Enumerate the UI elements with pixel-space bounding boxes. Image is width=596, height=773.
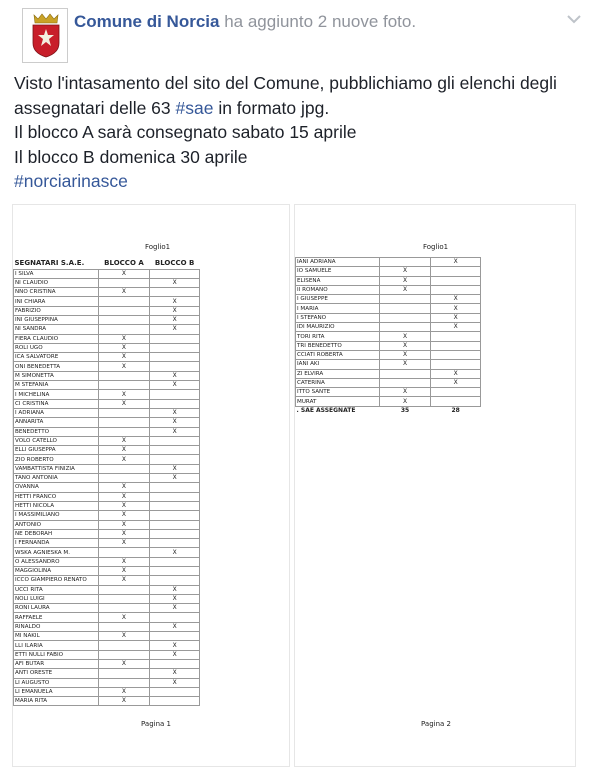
column-header-blocco-a: BLOCCO A <box>104 258 144 267</box>
blocco-b-cell: X <box>431 304 481 313</box>
column-header-blocco-b: BLOCCO B <box>154 258 195 267</box>
table-row <box>14 288 200 297</box>
assignee-name-cell: HETTI NICOLA <box>14 501 99 510</box>
table-row <box>14 418 200 427</box>
table-row <box>14 334 200 343</box>
post-text-segment: assegnatari delle 63 <box>14 97 176 118</box>
post-header <box>14 5 584 61</box>
blocco-b-cell <box>431 276 481 285</box>
totals-label: . SAE ASSEGNATE <box>296 407 356 415</box>
table-row <box>296 350 481 359</box>
blocco-b-cell <box>150 334 200 343</box>
table-row <box>296 276 481 285</box>
assignee-name-cell: INI GIUSEPPINA <box>14 315 99 324</box>
assignee-name-cell: ELISENA <box>296 276 380 285</box>
blocco-a-cell: X <box>98 613 150 622</box>
assignee-name-cell: TRI BENEDETTO <box>296 341 380 350</box>
blocco-a-cell: X <box>98 687 150 696</box>
assignee-name-cell: ANNARITA <box>14 418 99 427</box>
blocco-a-cell <box>98 464 150 473</box>
table-row <box>14 362 200 371</box>
table-row <box>14 325 200 334</box>
assignee-name-cell: OVANNA <box>14 483 99 492</box>
blocco-b-cell: X <box>431 295 481 304</box>
blocco-b-cell: X <box>150 325 200 334</box>
blocco-a-cell <box>98 408 150 417</box>
blocco-b-cell <box>150 659 200 668</box>
blocco-a-cell <box>98 278 150 287</box>
blocco-b-cell <box>150 436 200 445</box>
blocco-b-cell: X <box>431 323 481 332</box>
blocco-b-cell <box>150 613 200 622</box>
blocco-a-cell: X <box>98 557 150 566</box>
blocco-a-cell <box>98 315 150 324</box>
blocco-b-cell: X <box>431 258 481 267</box>
blocco-b-cell: X <box>431 313 481 322</box>
blocco-b-cell <box>150 501 200 510</box>
blocco-a-cell: X <box>379 276 431 285</box>
assignee-name-cell: ANTI ORESTE <box>14 669 99 678</box>
blocco-b-cell <box>150 446 200 455</box>
table-row <box>296 360 481 369</box>
blocco-a-cell <box>98 622 150 631</box>
table-row <box>14 278 200 287</box>
table-row <box>296 295 481 304</box>
blocco-a-cell <box>379 378 431 387</box>
blocco-a-cell: X <box>379 285 431 294</box>
sheet-title: Foglio1 <box>423 243 449 251</box>
assignee-name-cell: RINALDO <box>14 622 99 631</box>
assignee-name-cell: LI AUGUSTO <box>14 678 99 687</box>
table-row <box>14 297 200 306</box>
blocco-b-cell <box>150 557 200 566</box>
post-author-line <box>74 12 416 32</box>
blocco-b-cell <box>150 269 200 278</box>
blocco-b-cell <box>431 267 481 276</box>
blocco-a-cell: X <box>379 350 431 359</box>
blocco-a-cell <box>379 323 431 332</box>
table-row <box>14 585 200 594</box>
table-row <box>296 313 481 322</box>
table-row <box>14 353 200 362</box>
post-text-line-1: Visto l'intasamento del sito del Comune, pubblichiamo gli elenchi degli <box>14 73 557 93</box>
blocco-b-cell: X <box>150 408 200 417</box>
assignee-name-cell: IO SAMUELE <box>296 267 380 276</box>
assignee-name-cell: HETTI FRANCO <box>14 492 99 501</box>
blocco-a-cell: X <box>98 576 150 585</box>
blocco-b-cell <box>150 632 200 641</box>
table-row <box>14 687 200 696</box>
blocco-a-cell: X <box>98 659 150 668</box>
blocco-b-cell <box>431 341 481 350</box>
post-text-line-2 <box>14 96 574 121</box>
table-row <box>14 306 200 315</box>
assignee-name-cell: WSKA AGNIESKA M. <box>14 548 99 557</box>
table-row <box>14 548 200 557</box>
blocco-a-cell <box>379 313 431 322</box>
blocco-b-cell <box>150 399 200 408</box>
assignee-name-cell: ZI ELVIRA <box>296 369 380 378</box>
post-body-text <box>14 71 574 194</box>
assignee-name-cell: FABRIZIO <box>14 306 99 315</box>
table-row <box>14 594 200 603</box>
table-row <box>14 632 200 641</box>
assignee-name-cell: IDI MAURIZIO <box>296 323 380 332</box>
blocco-a-cell <box>98 678 150 687</box>
blocco-a-cell: X <box>98 501 150 510</box>
totals-row <box>296 406 481 415</box>
blocco-b-cell: X <box>150 669 200 678</box>
assignee-name-cell: I ADRIANA <box>14 408 99 417</box>
table-row <box>296 369 481 378</box>
table-row <box>14 669 200 678</box>
table-row <box>14 650 200 659</box>
assignee-name-cell: LI EMANUELA <box>14 687 99 696</box>
blocco-a-cell: X <box>98 269 150 278</box>
assignee-name-cell: VOLO CATELLO <box>14 436 99 445</box>
assignee-name-cell: ZIO ROBERTO <box>14 455 99 464</box>
blocco-a-cell: X <box>98 343 150 352</box>
assignee-name-cell: BENEDETTO <box>14 427 99 436</box>
table-header-row <box>14 257 200 269</box>
table-row <box>14 315 200 324</box>
page-avatar[interactable] <box>22 8 68 63</box>
assignee-table-page-2 <box>295 257 481 416</box>
blocco-b-cell: X <box>150 585 200 594</box>
assignee-name-cell: ROLI UGO <box>14 343 99 352</box>
table-row <box>296 285 481 294</box>
assignee-name-cell: I FERNANDA <box>14 539 99 548</box>
table-row <box>296 304 481 313</box>
blocco-a-cell <box>98 381 150 390</box>
post-text-segment: in formato jpg. <box>213 97 330 118</box>
blocco-b-cell: X <box>431 369 481 378</box>
assignee-name-cell: I MASSIMILIANO <box>14 511 99 520</box>
assignee-name-cell: ANTONIO <box>14 520 99 529</box>
total-blocco-b: 28 <box>451 407 460 415</box>
table-row <box>14 622 200 631</box>
assignee-name-cell: NNO CRISTINA <box>14 288 99 297</box>
blocco-b-cell: X <box>150 278 200 287</box>
table-row <box>14 539 200 548</box>
blocco-a-cell: X <box>98 632 150 641</box>
blocco-b-cell <box>150 520 200 529</box>
blocco-b-cell: X <box>150 297 200 306</box>
blocco-a-cell <box>379 258 431 267</box>
assignee-name-cell: FIERA CLAUDIO <box>14 334 99 343</box>
blocco-a-cell: X <box>98 567 150 576</box>
blocco-a-cell <box>379 295 431 304</box>
blocco-b-cell <box>150 576 200 585</box>
assignee-name-cell: RONI LAURA <box>14 604 99 613</box>
table-row <box>14 604 200 613</box>
blocco-a-cell <box>98 548 150 557</box>
blocco-a-cell: X <box>98 492 150 501</box>
blocco-a-cell: X <box>98 353 150 362</box>
author-name-link[interactable]: Comune di Norcia <box>74 12 220 31</box>
table-row <box>296 258 481 267</box>
table-row <box>14 501 200 510</box>
blocco-a-cell <box>98 585 150 594</box>
blocco-a-cell: X <box>98 529 150 538</box>
assignee-name-cell: NE DEBORAH <box>14 529 99 538</box>
table-row <box>14 408 200 417</box>
table-row <box>14 511 200 520</box>
blocco-a-cell: X <box>98 539 150 548</box>
blocco-b-cell: X <box>150 474 200 483</box>
hashtag-norciarinasce-link[interactable]: #norciarinasce <box>14 171 128 191</box>
coat-of-arms-icon <box>30 13 62 59</box>
table-row <box>14 641 200 650</box>
blocco-a-cell: X <box>379 341 431 350</box>
blocco-b-cell: X <box>150 464 200 473</box>
blocco-b-cell <box>150 492 200 501</box>
table-row <box>14 576 200 585</box>
assignee-name-cell: INI CHIARA <box>14 297 99 306</box>
assignee-name-cell: UCCI RITA <box>14 585 99 594</box>
blocco-a-cell: X <box>379 397 431 406</box>
blocco-a-cell: X <box>98 520 150 529</box>
assignee-name-cell: VAMBATTISTA FINIZIA <box>14 464 99 473</box>
post-action-text: ha aggiunto 2 nuove foto. <box>224 12 417 31</box>
blocco-a-cell: X <box>98 362 150 371</box>
column-header-name: SEGNATARI S.A.E. <box>14 258 85 267</box>
table-row <box>14 455 200 464</box>
blocco-a-cell: X <box>379 388 431 397</box>
assignee-name-cell: I GIUSEPPE <box>296 295 380 304</box>
blocco-a-cell: X <box>98 697 150 706</box>
blocco-b-cell <box>431 350 481 359</box>
blocco-b-cell <box>431 397 481 406</box>
table-row <box>14 529 200 538</box>
blocco-a-cell: X <box>98 446 150 455</box>
assignee-table-page-1 <box>13 257 200 706</box>
blocco-a-cell <box>98 604 150 613</box>
blocco-b-cell <box>150 687 200 696</box>
table-row <box>14 492 200 501</box>
assignee-name-cell: TORI RITA <box>296 332 380 341</box>
blocco-b-cell <box>150 455 200 464</box>
blocco-b-cell <box>150 697 200 706</box>
photo-page-1[interactable] <box>12 204 290 767</box>
table-row <box>296 397 481 406</box>
table-row <box>14 520 200 529</box>
blocco-b-cell <box>150 390 200 399</box>
assignee-name-cell: ICCO GIAMPIERO RENATO <box>14 576 99 585</box>
hashtag-sae-link[interactable]: #sae <box>175 97 214 118</box>
blocco-a-cell: X <box>379 267 431 276</box>
blocco-b-cell <box>431 360 481 369</box>
assignee-name-cell: I STEFANO <box>296 313 380 322</box>
blocco-a-cell: X <box>379 332 431 341</box>
assignee-name-cell: M SIMONETTA <box>14 371 99 380</box>
table-row <box>14 399 200 408</box>
blocco-b-cell: X <box>150 604 200 613</box>
blocco-b-cell: X <box>150 622 200 631</box>
assignee-name-cell: MI NAKIL <box>14 632 99 641</box>
assignee-name-cell: CATERINA <box>296 378 380 387</box>
blocco-a-cell: X <box>379 360 431 369</box>
blocco-b-cell: X <box>150 548 200 557</box>
blocco-b-cell: X <box>150 418 200 427</box>
blocco-a-cell: X <box>98 436 150 445</box>
blocco-b-cell <box>150 362 200 371</box>
assignee-name-cell: ONI BENEDETTA <box>14 362 99 371</box>
assignee-name-cell: II ROMANO <box>296 285 380 294</box>
blocco-b-cell: X <box>150 594 200 603</box>
blocco-a-cell <box>379 304 431 313</box>
assignee-name-cell: ELLI GIUSEPPA <box>14 446 99 455</box>
blocco-a-cell <box>98 325 150 334</box>
photo-grid <box>12 204 576 770</box>
blocco-b-cell: X <box>150 381 200 390</box>
blocco-b-cell: X <box>150 315 200 324</box>
blocco-b-cell <box>150 539 200 548</box>
blocco-a-cell: X <box>98 334 150 343</box>
blocco-b-cell <box>150 511 200 520</box>
blocco-a-cell <box>98 669 150 678</box>
table-row <box>14 390 200 399</box>
blocco-b-cell: X <box>431 378 481 387</box>
table-row <box>14 269 200 278</box>
table-row <box>14 659 200 668</box>
post-text-line-4: Il blocco B domenica 30 aprile <box>14 146 248 167</box>
table-row <box>296 267 481 276</box>
blocco-a-cell <box>98 594 150 603</box>
blocco-a-cell <box>98 474 150 483</box>
blocco-b-cell: X <box>150 371 200 380</box>
assignee-name-cell: ETTI NULLI FABIO <box>14 650 99 659</box>
total-blocco-a: 35 <box>400 407 410 415</box>
table-row <box>14 483 200 492</box>
blocco-a-cell <box>98 371 150 380</box>
assignee-name-cell: CCIATI ROBERTA <box>296 350 380 359</box>
blocco-b-cell: X <box>150 641 200 650</box>
assignee-name-cell: IANI ADRIANA <box>296 258 380 267</box>
blocco-a-cell: X <box>98 288 150 297</box>
blocco-b-cell <box>150 353 200 362</box>
blocco-a-cell: X <box>98 455 150 464</box>
assignee-name-cell: MARIA RITA <box>14 697 99 706</box>
blocco-b-cell: X <box>150 306 200 315</box>
assignee-name-cell: O ALESSANDRO <box>14 557 99 566</box>
assignee-name-cell: I MICHELINA <box>14 390 99 399</box>
assignee-name-cell: M STEFANIA <box>14 381 99 390</box>
table-row <box>296 378 481 387</box>
table-row <box>14 678 200 687</box>
page-number-label: Pagina 1 <box>141 720 171 728</box>
blocco-a-cell <box>98 418 150 427</box>
assignee-name-cell: I SILVA <box>14 269 99 278</box>
page-number-label: Pagina 2 <box>421 720 451 728</box>
blocco-b-cell <box>431 332 481 341</box>
assignee-name-cell: TANO ANTONIA <box>14 474 99 483</box>
assignee-name-cell: CI CRISTINA <box>14 399 99 408</box>
table-row <box>14 427 200 436</box>
blocco-a-cell <box>98 427 150 436</box>
table-row <box>14 697 200 706</box>
assignee-name-cell: IANI AKI <box>296 360 380 369</box>
assignee-name-cell: ICA SALVATORE <box>14 353 99 362</box>
blocco-a-cell: X <box>98 399 150 408</box>
table-row <box>14 343 200 352</box>
table-row <box>296 332 481 341</box>
blocco-b-cell: X <box>150 427 200 436</box>
assignee-name-cell: I MARIA <box>296 304 380 313</box>
table-row <box>14 446 200 455</box>
table-row <box>296 388 481 397</box>
blocco-b-cell: X <box>150 650 200 659</box>
table-row <box>14 436 200 445</box>
table-row <box>14 474 200 483</box>
assignee-name-cell: AFI BUTAR <box>14 659 99 668</box>
table-row <box>14 464 200 473</box>
blocco-b-cell <box>150 288 200 297</box>
blocco-a-cell <box>98 641 150 650</box>
assignee-name-cell: NOLI LUIGI <box>14 594 99 603</box>
post-text-line-3: Il blocco A sarà consegnato sabato 15 aprile <box>14 122 357 142</box>
assignee-name-cell: RAFFAELE <box>14 613 99 622</box>
table-row <box>14 557 200 566</box>
sheet-title: Foglio1 <box>145 243 171 251</box>
blocco-b-cell <box>431 285 481 294</box>
photo-page-2[interactable] <box>294 204 576 767</box>
blocco-a-cell <box>98 650 150 659</box>
blocco-b-cell <box>150 567 200 576</box>
blocco-a-cell: X <box>98 511 150 520</box>
blocco-b-cell <box>150 343 200 352</box>
blocco-a-cell: X <box>98 483 150 492</box>
table-row <box>14 371 200 380</box>
assignee-name-cell: MURAT <box>296 397 380 406</box>
blocco-b-cell <box>431 388 481 397</box>
blocco-a-cell: X <box>98 390 150 399</box>
assignee-name-cell: LLI ILARIA <box>14 641 99 650</box>
blocco-a-cell <box>98 297 150 306</box>
blocco-a-cell <box>98 306 150 315</box>
assignee-name-cell: NI SANDRA <box>14 325 99 334</box>
blocco-a-cell <box>379 369 431 378</box>
table-row <box>14 381 200 390</box>
blocco-b-cell: X <box>150 678 200 687</box>
blocco-b-cell <box>150 529 200 538</box>
blocco-b-cell <box>150 483 200 492</box>
assignee-name-cell: MAGGIOLINA <box>14 567 99 576</box>
chevron-down-icon[interactable] <box>566 13 582 25</box>
assignee-name-cell: NI CLAUDIO <box>14 278 99 287</box>
table-row <box>14 567 200 576</box>
table-row <box>296 323 481 332</box>
table-row <box>296 341 481 350</box>
assignee-name-cell: ITTO SANTE <box>296 388 380 397</box>
table-row <box>14 613 200 622</box>
